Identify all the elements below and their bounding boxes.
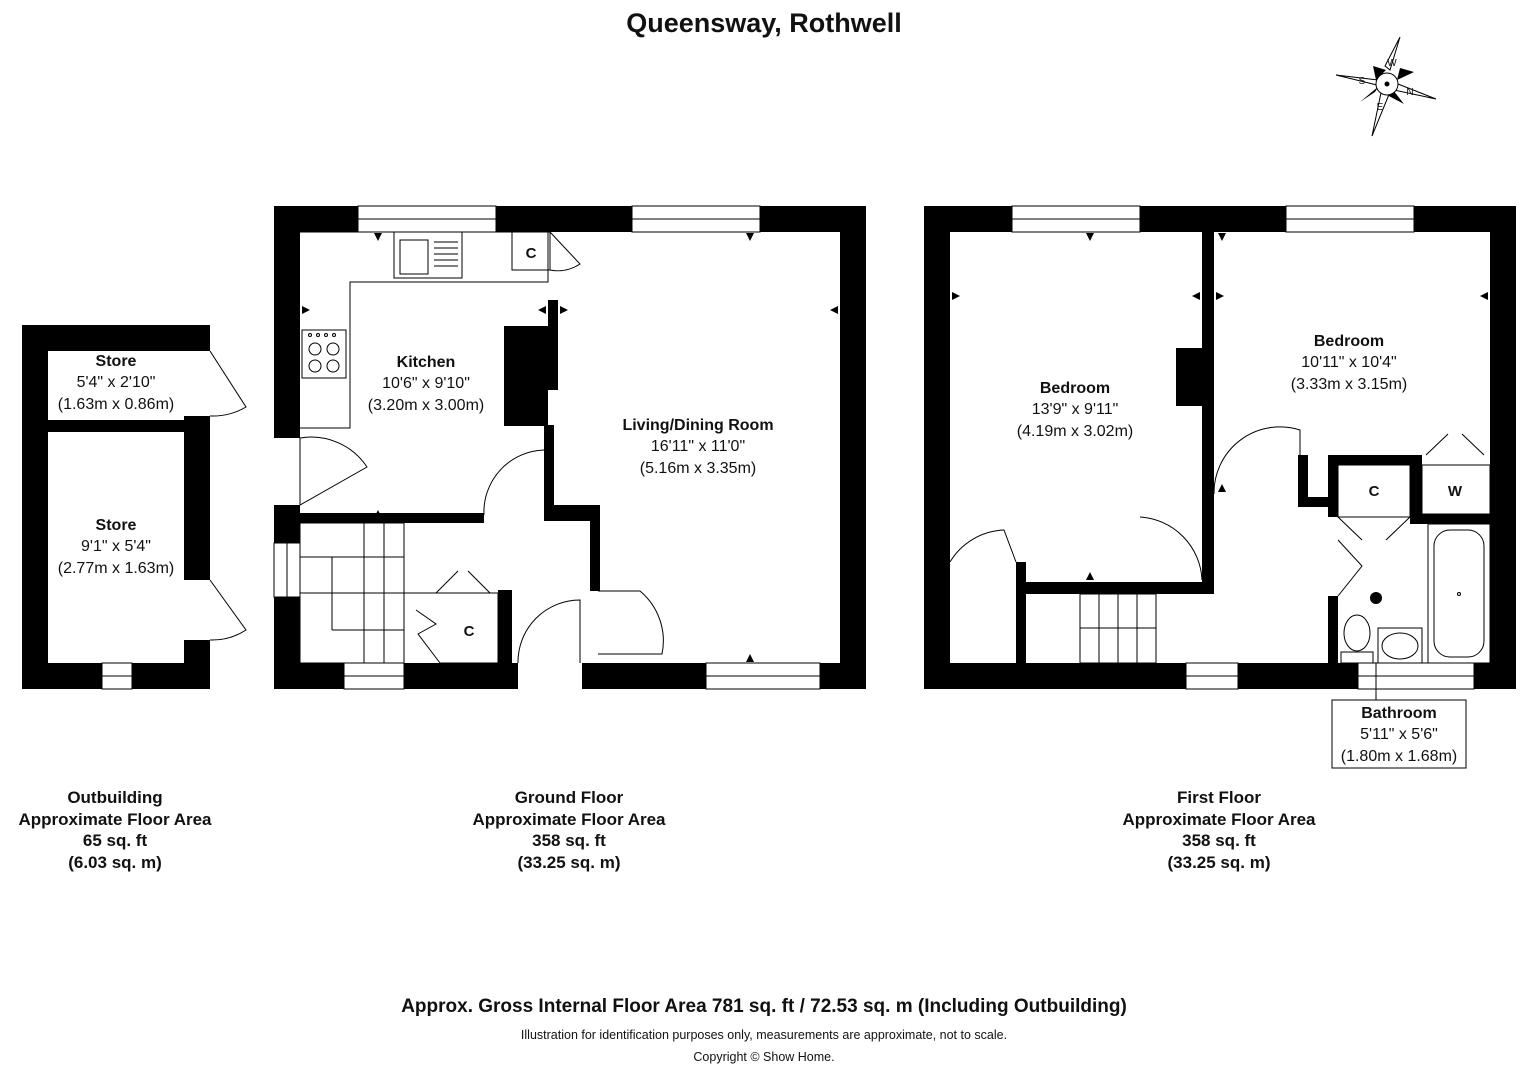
compass-s: S bbox=[1358, 76, 1366, 87]
room-bedroom-2 bbox=[1291, 333, 1407, 393]
store-top-door bbox=[210, 351, 246, 416]
svg-text:Bathroom: Bathroom bbox=[1361, 705, 1437, 722]
ground-stairs bbox=[300, 523, 404, 663]
compass-n: N bbox=[1406, 87, 1414, 98]
svg-text:(3.33m x 3.15m): (3.33m x 3.15m) bbox=[1290, 376, 1408, 393]
ground-floor-name: Ground Floor bbox=[514, 788, 624, 807]
disclaimer: Illustration for identification purposes only, measurements are approximate, not to scale. bbox=[520, 1028, 1008, 1042]
copyright: Copyright © Show Home. bbox=[693, 1050, 835, 1064]
svg-text:Store: Store bbox=[95, 353, 137, 370]
room-store-main bbox=[58, 517, 174, 577]
ground-floor-sqm: (33.25 sq. m) bbox=[517, 852, 621, 872]
first-floor-area bbox=[1094, 787, 1344, 873]
outbuilding-name: Outbuilding bbox=[67, 788, 163, 807]
ground-floor-sqft: 358 sq. ft bbox=[532, 831, 606, 850]
room-bathroom bbox=[1332, 700, 1466, 768]
svg-text:16'11" x 11'0": 16'11" x 11'0" bbox=[650, 438, 746, 455]
plan-title: Queensway, Rothwell bbox=[626, 8, 902, 38]
ground-floor-label: Approximate Floor Area bbox=[472, 809, 666, 829]
svg-text:(5.16m x 3.35m): (5.16m x 3.35m) bbox=[639, 460, 757, 477]
ground-floor-area bbox=[444, 787, 694, 873]
outbuilding-area bbox=[0, 787, 230, 873]
room-living bbox=[622, 417, 773, 477]
wardrobe-label: W bbox=[1447, 483, 1463, 500]
first-cupboard-label: C bbox=[1368, 483, 1380, 500]
hob-icon bbox=[302, 330, 346, 378]
ground-cupboard-stairs-label: C bbox=[463, 623, 475, 640]
compass-w: W bbox=[1387, 58, 1397, 69]
outbuilding-sqft: 65 sq. ft bbox=[82, 831, 148, 850]
svg-text:(1.63m x 0.86m): (1.63m x 0.86m) bbox=[57, 396, 175, 413]
svg-text:5'4" x 2'10": 5'4" x 2'10" bbox=[76, 374, 156, 391]
svg-text:13'9" x 9'11": 13'9" x 9'11" bbox=[1031, 401, 1119, 418]
svg-text:Store: Store bbox=[95, 517, 137, 534]
svg-text:(4.19m x 3.02m): (4.19m x 3.02m) bbox=[1016, 423, 1134, 440]
front-door bbox=[518, 600, 580, 663]
svg-text:10'6" x 9'10": 10'6" x 9'10" bbox=[382, 375, 470, 392]
svg-text:(2.77m x 1.63m): (2.77m x 1.63m) bbox=[57, 560, 175, 577]
svg-text:10'11" x 10'4": 10'11" x 10'4" bbox=[1301, 354, 1397, 371]
svg-text:(1.80m x 1.68m): (1.80m x 1.68m) bbox=[1340, 748, 1458, 765]
svg-text:Living/Dining Room: Living/Dining Room bbox=[622, 417, 774, 434]
svg-text:(3.20m x 3.00m): (3.20m x 3.00m) bbox=[367, 397, 485, 414]
living-door bbox=[598, 591, 663, 654]
back-door bbox=[300, 437, 367, 505]
svg-text:5'11" x 5'6": 5'11" x 5'6" bbox=[1360, 726, 1438, 743]
svg-text:Bedroom: Bedroom bbox=[1313, 333, 1385, 350]
compass-e: E bbox=[1376, 102, 1384, 113]
toilet-icon bbox=[1344, 615, 1370, 651]
outbuilding-sqm: (6.03 sq. m) bbox=[68, 852, 162, 872]
first-stairs bbox=[1080, 594, 1156, 663]
kitchen-door bbox=[484, 450, 544, 515]
first-floor-name: First Floor bbox=[1176, 788, 1262, 807]
bath-icon bbox=[1428, 524, 1490, 663]
first-floor-plan bbox=[924, 206, 1516, 700]
store-door bbox=[210, 580, 246, 640]
room-store-top bbox=[58, 353, 174, 413]
room-kitchen bbox=[368, 354, 484, 414]
ground-floor-plan bbox=[274, 206, 866, 689]
first-floor-label: Approximate Floor Area bbox=[1122, 809, 1316, 829]
svg-text:9'1" x 5'4": 9'1" x 5'4" bbox=[81, 538, 151, 555]
gross-area: Approx. Gross Internal Floor Area 781 sq. ft / 72.53 sq. m (Including Outbuilding) bbox=[401, 996, 1127, 1017]
outbuilding-label: Approximate Floor Area bbox=[18, 809, 212, 829]
first-floor-sqm: (33.25 sq. m) bbox=[1167, 852, 1271, 872]
svg-text:Bedroom: Bedroom bbox=[1039, 380, 1111, 397]
compass-icon bbox=[1336, 37, 1436, 136]
svg-text:Kitchen: Kitchen bbox=[396, 354, 456, 371]
first-floor-sqft: 358 sq. ft bbox=[1182, 831, 1256, 850]
room-bedroom-1 bbox=[1017, 380, 1133, 440]
ground-cupboard-top-label: C bbox=[525, 245, 537, 262]
